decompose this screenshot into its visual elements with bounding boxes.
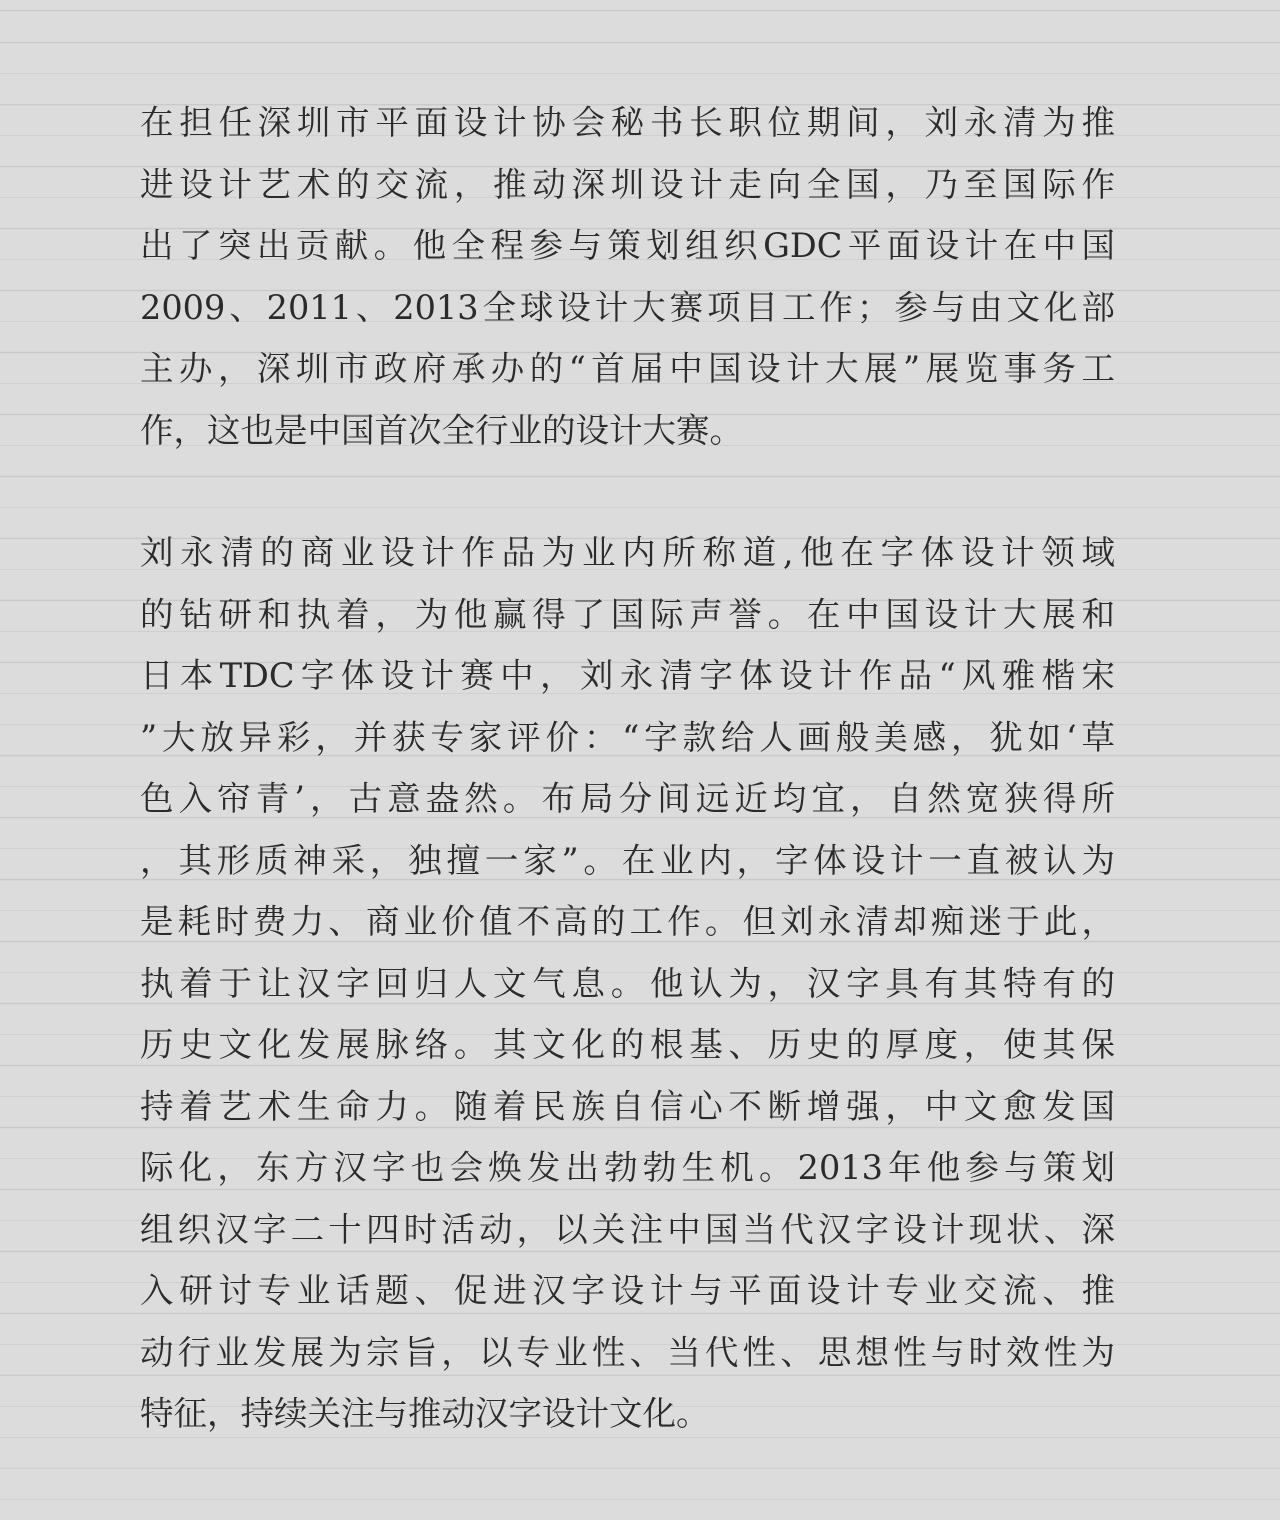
text-line: ”大放异彩，并获专家评价：“字款给人画般美感，犹如‘草: [140, 717, 1115, 757]
text-line: 入研讨专业话题、促进汉字设计与平面设计专业交流、推: [140, 1271, 1115, 1310]
text-line: 在担任深圳市平面设计协会秘书长职位期间，刘永清为推: [140, 103, 1115, 142]
text-line: 是耗时费力、商业价值不高的工作。但刘永清却痴迷于此，: [140, 902, 1115, 941]
text-line: 作，这也是中国首次全行业的设计大赛。: [140, 410, 743, 450]
paragraph-1: [140, 92, 1115, 461]
text-line: 动行业发展为宗旨，以专业性、当代性、思想性与时效性为: [140, 1332, 1115, 1372]
text-line: 进设计艺术的交流，推动深圳设计走向全国，乃至国际作: [140, 164, 1115, 204]
text-line: 主办，深圳市政府承办的“首届中国设计大展”展览事务工: [140, 349, 1115, 388]
text-line: 持着艺术生命力。随着民族自信心不断增强，中文愈发国: [140, 1086, 1115, 1126]
text-line: 历史文化发展脉络。其文化的根基、历史的厚度，使其保: [140, 1025, 1115, 1064]
text-line: 出了突出贡献。他全程参与策划组织GDC平面设计在中国: [140, 226, 1115, 265]
text-line: 刘永清的商业设计作品为业内所称道,他在字体设计领域: [140, 533, 1115, 572]
text-line: 际化，东方汉字也会焕发出勃勃生机。2013年他参与策划: [140, 1148, 1115, 1187]
text-line: ，其形质神采，独擅一家”。在业内，字体设计一直被认为: [140, 840, 1115, 880]
text-line: 2009、2011、2013全球设计大赛项目工作；参与由文化部: [140, 287, 1115, 327]
text-line: 色入帘青’，古意盎然。布局分间远近均宜，自然宽狭得所: [140, 779, 1115, 818]
text-line: 组织汉字二十四时活动，以关注中国当代汉字设计现状、深: [140, 1209, 1115, 1249]
paragraph-2: [140, 522, 1115, 1445]
text-line: 特征，持续关注与推动汉字设计文化。: [140, 1394, 710, 1433]
text-line: 的钻研和执着，为他赢得了国际声誉。在中国设计大展和: [140, 594, 1115, 634]
text-line: 执着于让汉字回归人文气息。他认为，汉字具有其特有的: [140, 963, 1115, 1003]
text-line: 日本TDC字体设计赛中，刘永清字体设计作品“风雅楷宋: [140, 656, 1115, 695]
